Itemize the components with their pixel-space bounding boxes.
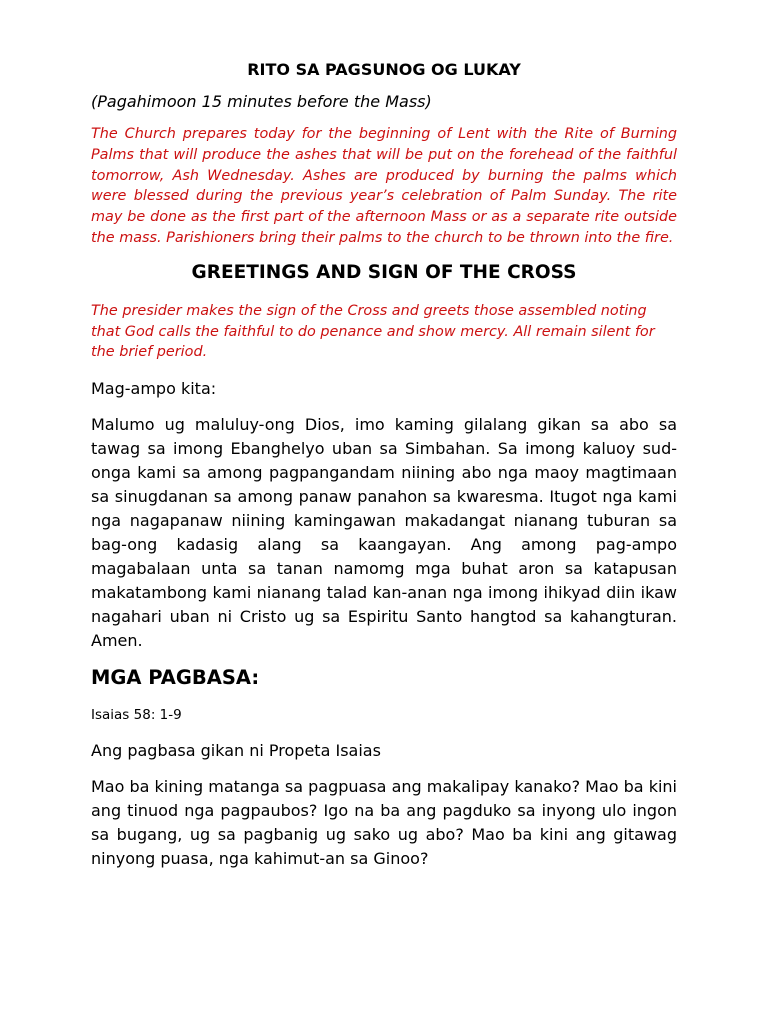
prayer-text: Malumo ug maluluy-ong Dios, imo kaming gilalang gikan sa abo sa tawag sa imong Ebanghelyo uban sa Simbahan. Sa imong kaluoy sud-onga kami sa among pagpangandam niining abo nga maoy magtimaan sa sinugdanan sa among panaw panahon sa kwaresma. Itugot nga kami nga nagapanaw niining kamingawan makadangat nianang tuburan sa bag-ong kadasig alang sa kaangayan. Ang among pag-ampo magabalaan unta sa tanan namomg mga buhat aron sa katapusan makatambong kami nianang talad kan-anan nga imong ihikyad diin ikaw nagahari uban ni Cristo ug sa Espiritu Santo hangtod sa kahangturan. Amen. <box>91 415 677 651</box>
reading-text: Mao ba kining matanga sa pagpuasa ang makalipay kanako? Mao ba kini ang tinuod nga pagpaubos? Igo na ba ang pagduko sa inyong ulo ingon sa bugang, ug sa pagbanig ug sako ug abo? Mao ba kini ang gitawag ninyong puasa, nga kahimut-an sa Ginoo? <box>91 777 677 869</box>
document-subtitle: (Pagahimoon 15 minutes before the Mass) <box>91 92 432 111</box>
document-title: RITO SA PAGSUNOG OG LUKAY <box>247 60 521 79</box>
intro-rubric: The Church prepares today for the beginning of Lent with the Rite of Burning Palms that will produce the ashes that will be put on the forehead of the faithful tomorrow, Ash Wednesday. Ashes are produced by burning the palms which were blessed during the previous year’s celebration of Palm Sunday. The rite may be done as the first part of the afternoon Mass or as a separate rite outside the mass. Parishioners bring their palms to the church to be thrown into the fire. <box>91 126 677 246</box>
readings-heading: MGA PAGBASA: <box>91 666 260 690</box>
greetings-rubric: The presider makes the sign of the Cross and greets those assembled noting that God calls the faithful to do penance and show mercy. All remain silent for the brief period. <box>91 302 655 361</box>
greetings-heading: GREETINGS AND SIGN OF THE CROSS <box>191 261 577 283</box>
reading-intro: Ang pagbasa gikan ni Propeta Isaias <box>91 741 381 761</box>
reading-reference: Isaias 58: 1-9 <box>91 707 182 724</box>
prayer-invitation: Mag-ampo kita: <box>91 379 217 399</box>
